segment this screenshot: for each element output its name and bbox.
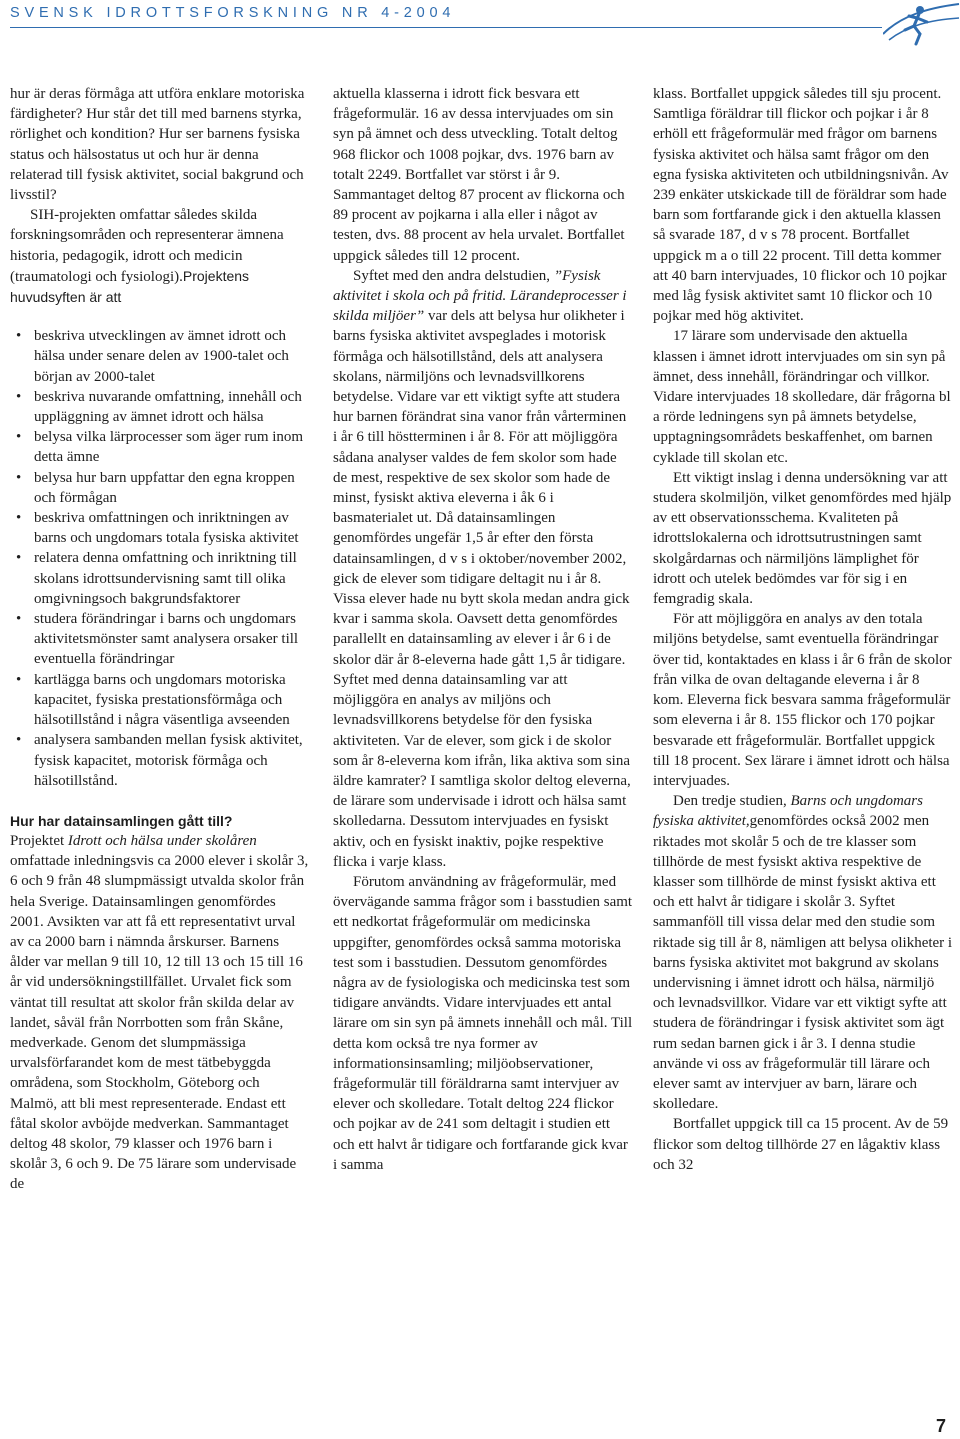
paragraph: Ett viktigt inslag i denna undersökning var att studera skolmiljön, vilket genomfördes med hjälp av ett observationsschema. Kvaliteten på idrottslokalerna och idrottsutrustningen samt skolgårdarnas och närmiljöns lämplighet för idrott och utelek bedömdes var för sig i en femgradig skala. — [653, 469, 952, 608]
paragraph: Syftet med den andra delstudien, ”Fysisk aktivitet i skola och på fritid. Lärandeprocesser i skilda miljöer” var dels att belysa hur olikheter i barns fysiska aktivitet avspeglades i motorisk förmåga och hälsotillstånd, dels att analysera skolans, närmiljöns och levnadsvillkorens betydelse. Vidare var ett viktigt syfte att studera hur barnen förändrat sina vanor från vårterminen i år 6 till höstterminen i år 8. För att möjliggöra sådana analyser valdes de fem skolor som hade de mest, respektive de sex skolor som hade de minst, fysiskt aktiva eleverna i åk 6 i basmaterialet ut. Då datainsamlingen genomfördes ungefär 1,5 år efter den första datainsamlingen, d v s i oktober/november 2002, gick de elever som tidigare deltagit nu i år 8. Vissa elever hade nu bytt skola medan andra gick kvar i samma skola. Oavsett detta genomfördes parallellt en datainsamling av elever i år 6 i de skolor där år 8-eleverna hade gått 1,5 år tidigare. Syftet med denna datainsamling var att möjliggöra en analys av miljöns och levnadsvillkorens betydelse för den fysiska aktiviteten. Var de elever, som gick i de skolor som år 8-eleverna kom ifrån, lika aktiva som sina äldre kamrater? I samtliga skolor deltog eleverna, de lärare som undervisade i idrott och hälsa samt skolledarna. Dessutom intervjuades en fysiskt aktiv, och en fysiskt inaktiv, pojke respektive flicka i varje klass. — [333, 267, 631, 870]
paragraph: Förutom användning av frågeformulär, med övervägande samma frågor som i basstudien samt ett nedkortat frågeformulär om medicinska uppgifter, genomfördes också samma motoriska test som i basstudien. Dessutom genomfördes några av de fysiologiska och medicinska test som tidigare användts. Vidare intervjuades ett antal lärare om sin syn på ämnets innehåll och mål. Till detta kom också tre nya former av informationsinsamling; miljöobservationer, frågeformulär till föräldrarna samt intervjuer av elever och skolledare. Totalt deltog 224 flickor och pojkar av de 241 som deltagit i studien ett och ett halvt år tidigare och fortfarande gick kvar i samma — [333, 873, 633, 1173]
paragraph: Bortfallet uppgick till ca 15 procent. Av de 59 flickor som deltog tillhörde 27 en lågaktiv klass och 32 — [653, 1116, 949, 1173]
list-item: • belysa hur barn uppfattar den egna kroppen och förmågan — [10, 468, 310, 508]
paragraph: aktuella klasserna i idrott fick besvara ett frågeformulär. 16 av dessa intervjuades om sin syn på ämnet och dess utveckling. Totalt deltog 968 flickor och 1008 pojkar, dvs. 1976 barn av totalt 2249. Bortfallet var störst i år 9. Sammantaget deltog 87 procent av flickorna och 89 procent av pojkarna i alla eller i något av testen, dvs. 88 procent av hela urvalet. Bortfallet uppgick således till 12 procent. — [333, 86, 625, 264]
paragraph: SIH-projekten omfattar således skilda forskningsområden och representerar ämnena historia, pedagogik, idrott och medicin (traumatologi och fysiologi).Projektens huvudsyften är att — [10, 207, 284, 306]
list-item: • relatera denna omfattning och inriktning till skolans idrottsundervisning samt till olika omgivningsoch bakgrundsfaktorer — [10, 548, 310, 609]
column-2 — [333, 84, 633, 1175]
paragraph: hur är deras förmåga att utföra enklare motoriska färdigheter? Hur står det till med barnens styrka, rörlighet och kondition? Hur ser barnens fysiska status och hälsostatus ut och hur är denna relaterad till fysisk aktivitet, social bakgrund och livsstil? — [10, 86, 305, 204]
list-item: • studera förändringar i barns och ungdomars aktivitetsmönster samt analysera orsaker till eventuella förändringar — [10, 609, 310, 670]
paragraph: För att möjliggöra en analys av den totala miljöns betydelse, samt eventuella förändringar över tid, kontaktades en klass i år 6 från de skolor från vilka de ovan deltagande eleverna i år 8 kom. Eleverna fick besvara samma frågeformulär som eleverna i år 8. 155 flickor och 170 pojkar besvarade ett frågeformulär. Bortfallet uppgick till 18 procent. Sex lärare i ämnet idrott och hälsa intervjuades. — [653, 611, 952, 789]
purpose-list — [10, 326, 310, 791]
page-number: 7 — [936, 1416, 947, 1436]
section-heading: Hur har datainsamlingen gått till? — [10, 812, 233, 829]
list-item: • belysa vilka lärprocesser som äger rum inom detta ämne — [10, 427, 310, 467]
list-item: • beskriva omfattningen och inriktningen av barns och ungdomars totala fysiska aktivitet — [10, 508, 310, 548]
list-item: • analysera sambanden mellan fysisk aktivitet, fysisk kapacitet, motorisk förmåga och hälsotillstånd. — [10, 730, 310, 791]
header-rule — [10, 27, 882, 28]
list-item: • beskriva utvecklingen av ämnet idrott och hälsa under senare delen av 1900-talet och början av 2000-talet — [10, 326, 310, 387]
list-item: • kartlägga barns och ungdomars motoriska kapacitet, fysiska prestationsförmåga och hälsotillstånd i några väsentliga avseenden — [10, 670, 310, 731]
journal-title: SVENSK IDROTTSFORSKNING NR 4-2004 — [10, 5, 456, 21]
page-header — [0, 0, 960, 50]
paragraph: Den tredje studien, Barns och ungdomars fysiska aktivitet,genomfördes också 2002 men riktades mot skolår 5 och de tre klasser som tillhörde de mest fysiskt aktiva respektive de klasser som tillhörde de minst fysiskt aktiva ett och ett halvt år tidigare i skolår 3. Syftet sammanföll till vissa delar med den studie som riktade sig till år 8, nämligen att belysa olikheter i barns fysiska aktivitet mot bakgrund av skolans undervisning i ämnet idrott och hälsa, närmiljö och levnadsvillkor. Vidare var ett viktigt syfte att studera de förändringar i fysisk aktivitet som ägt rum sedan barnen gick i år 3. I denna studie använde vi oss av frågeformulär till lärare och elever samt av intervjuer av barn, lärare och skolledare. — [653, 793, 953, 1113]
paragraph: klass. Bortfallet uppgick således till sju procent. Samtliga föräldrar till flickor och pojkar i år 8 erhöll ett frågeformulär med frågor om barnens fysiska aktivitet och hälsa samt frågor om den egna fysiska aktiviteten och utbildningsnivån. Av 239 enkäter utskickade till de föräldrar som hade barn som fortfarande gick i den aktuella klassen så svarade 187, d v s 78 procent. Bortfallet uppgick m a o till 22 procent. Till detta kommer att 40 barn intervjuades, 10 flickor och 10 pojkar med låg fysisk aktivitet samt 10 flickor och 10 pojkar med hög aktivitet. — [653, 86, 949, 325]
column-1 — [10, 84, 310, 1195]
column-3 — [653, 84, 953, 1175]
runner-logo-icon — [883, 0, 960, 48]
list-item: • beskriva nuvarande omfattning, innehåll och uppläggning av ämnet idrott och hälsa — [10, 387, 310, 427]
paragraph: Projektet Idrott och hälsa under skolåren omfattade inledningsvis ca 2000 elever i skolår 3, 6 och 9 från 48 slumpmässigt utvalda skolor från hela Sverige. Datainsamlingen genomfördes 2001. Avsikten var att få ett representativt urval av ca 2000 barn i nämnda årskurser. Barnens ålder var mellan 9 till 10, 12 till 13 och 15 till 16 år vid undersökningstillfället. Urvalet fick som väntat till resultat att skolor från skilda delar av landet, såväl från Norrbotten som från Skåne, medverkade. Genom det slumpmässiga urvalsförfarandet kom de mest tätbebyggda områdena, som Stockholm, Göteborg och Malmö, att bli mest representerade. Endast ett fåtal skolor avböjde medverkan. Sammantaget deltog 48 skolor, 79 klasser och 1976 barn i skolår 3, 6 och 9. De 75 lärare som undervisade de — [10, 832, 309, 1193]
paragraph: 17 lärare som undervisade den aktuella klassen i ämnet idrott intervjuades om sin syn på ämnet, dess innehåll, förändringar och villkor. Vidare intervjuades 18 skolledare, där frågorna bl a rörde ledningens syn på ämnets betydelse, upptagningsområdets beskaffenhet, om barnen cyklade till skolan etc. — [653, 328, 951, 466]
